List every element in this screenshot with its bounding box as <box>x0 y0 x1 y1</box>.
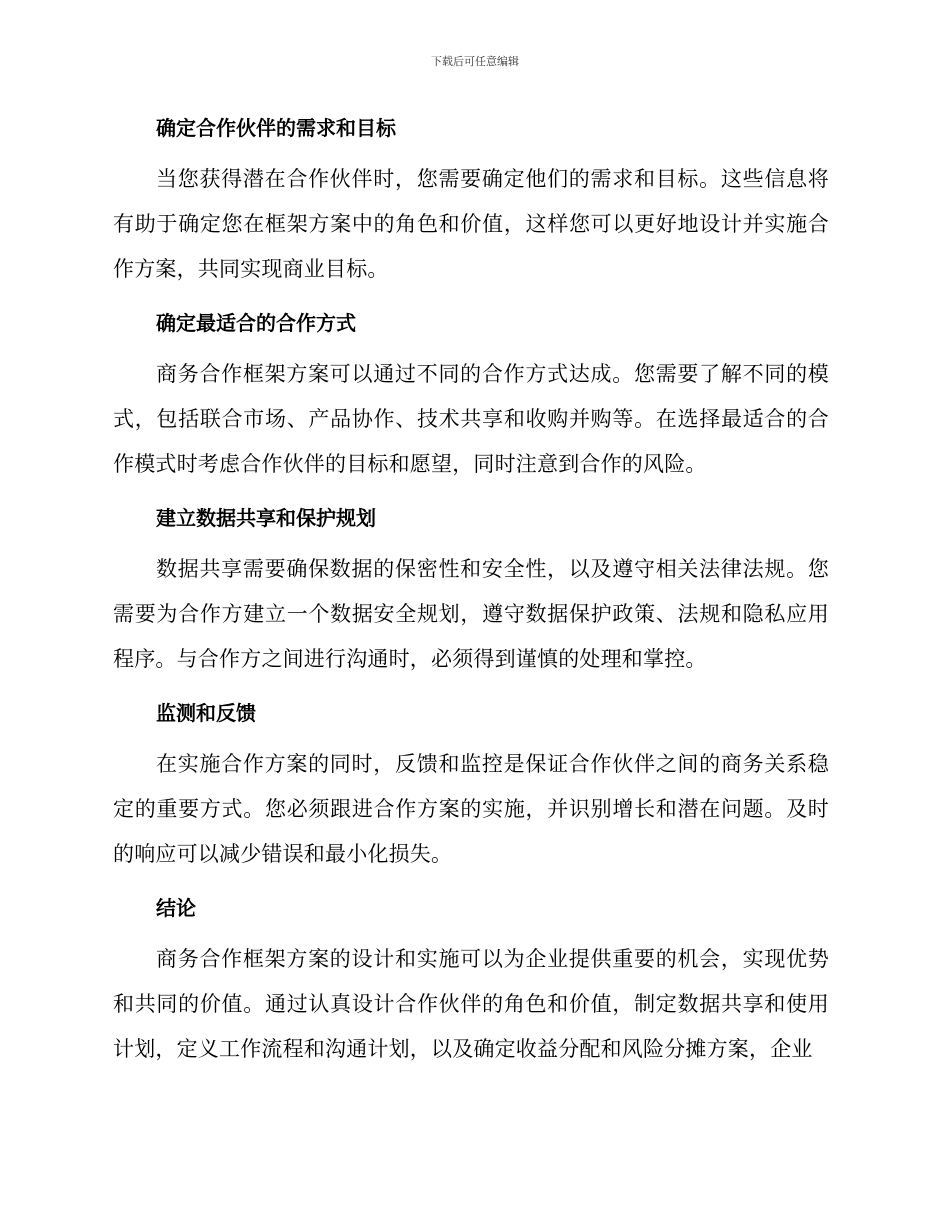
section-heading-monitoring: 监测和反馈 <box>156 701 256 725</box>
section-paragraph-monitoring: 在实施合作方案的同时，反馈和监控是保证合作伙伴之间的商务关系稳定的重要方式。您必须跟进合作方案的实施，并识别增长和潜在问题。及时的响应可以减少错误和最小化损失。 <box>113 752 829 866</box>
section-heading-data-sharing: 建立数据共享和保护规划 <box>156 506 376 530</box>
section-heading-partner-needs: 确定合作伙伴的需求和目标 <box>156 116 396 140</box>
section-heading-cooperation-mode: 确定最适合的合作方式 <box>156 311 356 335</box>
page-header: 下载后可任意编辑 <box>431 55 519 68</box>
document-content <box>113 113 829 1088</box>
section-paragraph-data-sharing: 数据共享需要确保数据的保密性和安全性，以及遵守相关法律法规。您需要为合作方建立一个数据安全规划，遵守数据保护政策、法规和隐私应用程序。与合作方之间进行沟通时，必须得到谨慎的处理和掌控。 <box>113 557 829 671</box>
section-paragraph-conclusion: 商务合作框架方案的设计和实施可以为企业提供重要的机会，实现优势和共同的价值。通过认真设计合作伙伴的角色和价值，制定数据共享和使用计划，定义工作流程和沟通计划，以及确定收益分配和风险分摊方案，企业 <box>113 947 829 1061</box>
section-paragraph-partner-needs: 当您获得潜在合作伙伴时，您需要确定他们的需求和目标。这些信息将有助于确定您在框架方案中的角色和价值，这样您可以更好地设计并实施合作方案，共同实现商业目标。 <box>113 167 829 281</box>
section-heading-conclusion: 结论 <box>156 896 196 920</box>
section-paragraph-cooperation-mode: 商务合作框架方案可以通过不同的合作方式达成。您需要了解不同的模式，包括联合市场、产品协作、技术共享和收购并购等。在选择最适合的合作模式时考虑合作伙伴的目标和愿望，同时注意到合作的风险。 <box>113 362 829 476</box>
